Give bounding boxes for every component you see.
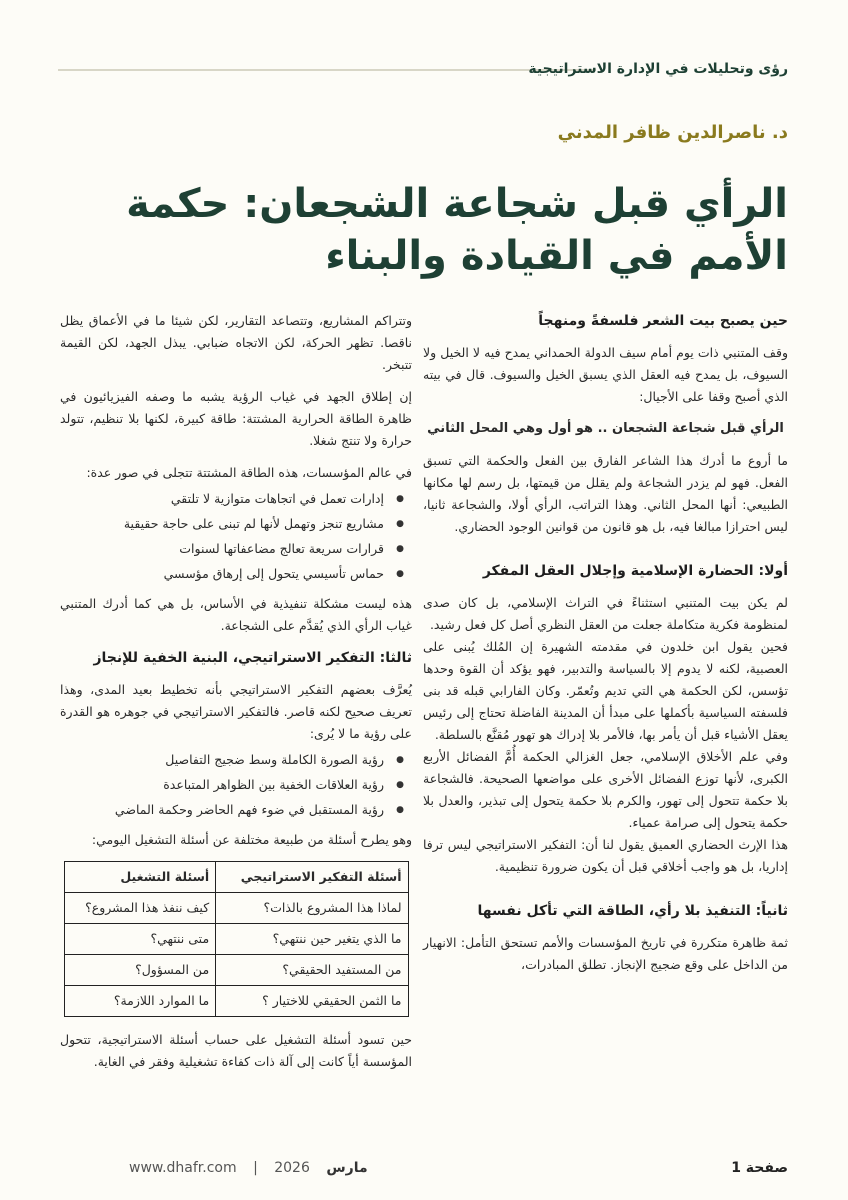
list-item: ● حماس تأسيسي يتحول إلى إرهاق مؤسسي <box>60 563 384 585</box>
poem-verse: الرأي قبل شجاعة الشجعان .. هو أول وهي المحل الثاني <box>427 421 784 436</box>
table-cell: متى ننتهي؟ <box>64 924 216 955</box>
comparison-table <box>64 861 409 1017</box>
section-heading: ثالثا: التفكير الاستراتيجي، البنية الخفية للإنجاز <box>93 650 412 666</box>
table-cell: من المسؤول؟ <box>64 955 216 986</box>
paragraph: ثمة ظاهرة متكررة في تاريخ المؤسسات والأمم تستحق التأمل: الانهيار من الداخل على وقع ضجيج الإنجاز. تطلق المبادرات، <box>423 935 788 972</box>
table-header-cell: أسئلة التفكير الاستراتيجي <box>216 862 408 893</box>
list-item: ● رؤية الصورة الكاملة وسط ضجيج التفاصيل <box>60 749 384 771</box>
table-cell: ما الثمن الحقيقي للاختيار ؟ <box>216 986 408 1017</box>
left-column <box>60 310 412 1083</box>
section-title: رؤى وتحليلات في الإدارة الاستراتيجية <box>528 61 788 77</box>
section-heading: أولا: الحضارة الإسلامية وإجلال العقل المفكر <box>482 563 788 579</box>
paragraph: وقف المتنبي ذات يوم أمام سيف الدولة الحمداني يمدح فيه لا الخيل ولا السيوف، بل يمدح فيه العقل الذي يسبق الخيل والسيوف. قال في بيته الذي أصبح وقفا على الأجيال: <box>423 345 788 404</box>
right-column <box>423 310 788 986</box>
table-row <box>64 893 408 924</box>
list-item: ● قرارات سريعة تعالج مضاعفاتها لسنوات <box>60 538 384 560</box>
paragraph: وهو يطرح أسئلة من طبيعة مختلفة عن أسئلة التشغيل اليومي: <box>91 832 412 847</box>
section-heading: ثانياً: التنفيذ بلا رأي، الطاقة التي تأكل نفسها <box>477 903 788 919</box>
list-item: ● رؤية المستقبل في ضوء فهم الحاضر وحكمة الماضي <box>60 799 384 821</box>
author-name: د. ناصرالدين ظافر المدني <box>557 122 788 143</box>
table-cell: كيف ننفذ هذا المشروع؟ <box>64 893 216 924</box>
website-link[interactable]: www.dhafr.com <box>129 1160 237 1176</box>
paragraph: إن إطلاق الجهد في غياب الرؤية يشبه ما وصفه الفيزيائيون في ظاهرة الطاقة الحرارية المشتتة: طاقة كبيرة، لكنها بلا تنظيم، تتولد حرارة ولا تنتج شغلا. <box>60 389 412 448</box>
paragraph: في عالم المؤسسات، هذه الطاقة المشتتة تتجلى في صور عدة: <box>86 465 412 480</box>
paragraph: حين تسود أسئلة التشغيل على حساب أسئلة الاستراتيجية، تتحول المؤسسة أياً كانت إلى آلة ذات كفاءة تشغيلية وفقر في الغاية. <box>60 1032 412 1069</box>
table-header-row <box>64 862 408 893</box>
table-header-cell: أسئلة التشغيل <box>64 862 216 893</box>
list-item: ● رؤية العلاقات الخفية بين الظواهر المتباعدة <box>60 774 384 796</box>
bullet-list <box>60 749 412 821</box>
paragraph: هذه ليست مشكلة تنفيذية في الأساس، بل هي كما أدرك المتنبي غياب الرأي الذي يُقدَّم على الشجاعة. <box>60 596 412 633</box>
header-rule <box>58 69 596 71</box>
paragraph: يُعرَّف بعضهم التفكير الاستراتيجي بأنه تخطيط بعيد المدى، وهذا تعريف صحيح لكنه قاصر. فالتفكير الاستراتيجي في جوهره هو القدرة على رؤية ما لا يُرى: <box>60 682 412 741</box>
table-row <box>64 955 408 986</box>
footer-year: 2026 <box>274 1160 310 1176</box>
paragraph: وفي علم الأخلاق الإسلامي، جعل الغزالي الحكمة أُمَّ الفضائل الأربع الكبرى، لأنها توزع الفضائل الأخرى على مواضعها الصحيحة. فالشجاعة بلا حكمة تتحول إلى تهور، والكرم بلا حكمة يتحول إلى تبذير، والعدل بلا حكمة يتحول إلى صرامة عمياء. <box>423 749 788 830</box>
paragraph: لم يكن بيت المتنبي استثناءً في التراث الإسلامي، بل كان صدى لمنظومة فكرية متكاملة جعلت من العقل النظري أصل كل فعل رشيد. <box>423 595 788 632</box>
table-cell: من المستفيد الحقيقي؟ <box>216 955 408 986</box>
bullet-list <box>60 488 412 585</box>
article-title: الرأي قبل شجاعة الشجعان: حكمة الأمم في القيادة والبناء <box>126 181 788 279</box>
table-cell: لماذا هذا المشروع بالذات؟ <box>216 893 408 924</box>
table-row <box>64 986 408 1017</box>
list-item: ● مشاريع تنجز وتهمل لأنها لم تبنى على حاجة حقيقية <box>60 513 384 535</box>
footer-separator: | <box>253 1160 258 1176</box>
table-cell: ما الذي يتغير حين ننتهي؟ <box>216 924 408 955</box>
page-number: صفحة 1 <box>731 1160 788 1176</box>
paragraph: وتتراكم المشاريع، وتتصاعد التقارير، لكن شيئا ما في الأعماق يظل ناقصا. تظهر الحركة، لكن الاتجاه ضبابي. يبذل الجهد، لكن القيمة تتبخر. <box>60 313 412 372</box>
section-heading: حين يصبح بيت الشعر فلسفةً ومنهجاً <box>538 313 788 329</box>
paragraph: هذا الإرث الحضاري العميق يقول لنا أن: التفكير الاستراتيجي ليس ترفا إداريا، بل هو واجب أخلاقي قبل أن يكون ضرورة تنظيمية. <box>423 837 788 874</box>
paragraph: ما أروع ما أدرك هذا الشاعر الفارق بين الفعل والحكمة التي تسبق الفعل. فهو لم يزدر الشجاعة ولم يقلل من قيمتها، بل رسم لها مكانها الطبيعي: أنها المحل الثاني. وهذا التراتب، الرأي أولا، والشجاعة ثانيا، ليس احترازا مبالغا فيه، بل هو قانون من قوانين الوجود الحضاري. <box>423 453 788 534</box>
paragraph: فحين يقول ابن خلدون في مقدمته الشهيرة إن المُلك يُبنى على العصبية، لكنه لا يدوم إلا بالسياسة والتدبير، فهو يؤكد أن القوة وحدها تؤسس، لكن الحكمة هي التي تديم وتُعمّر. وكان الفارابي قبله قد بنى فلسفته السياسية بأكملها على مبدأ أن المدينة الفاضلة تحتاج إلى رئيس يعقل الأشياء قبل أن يأمر بها، فالأمر بلا إدراك هو تهور مُقنَّع بالسلطة. <box>423 639 788 742</box>
table-cell: ما الموارد اللازمة؟ <box>64 986 216 1017</box>
table-row <box>64 924 408 955</box>
footer-month: مارس <box>326 1160 368 1176</box>
footer-info <box>123 1160 374 1176</box>
list-item: ● إدارات تعمل في اتجاهات متوازية لا تلتقي <box>60 488 384 510</box>
